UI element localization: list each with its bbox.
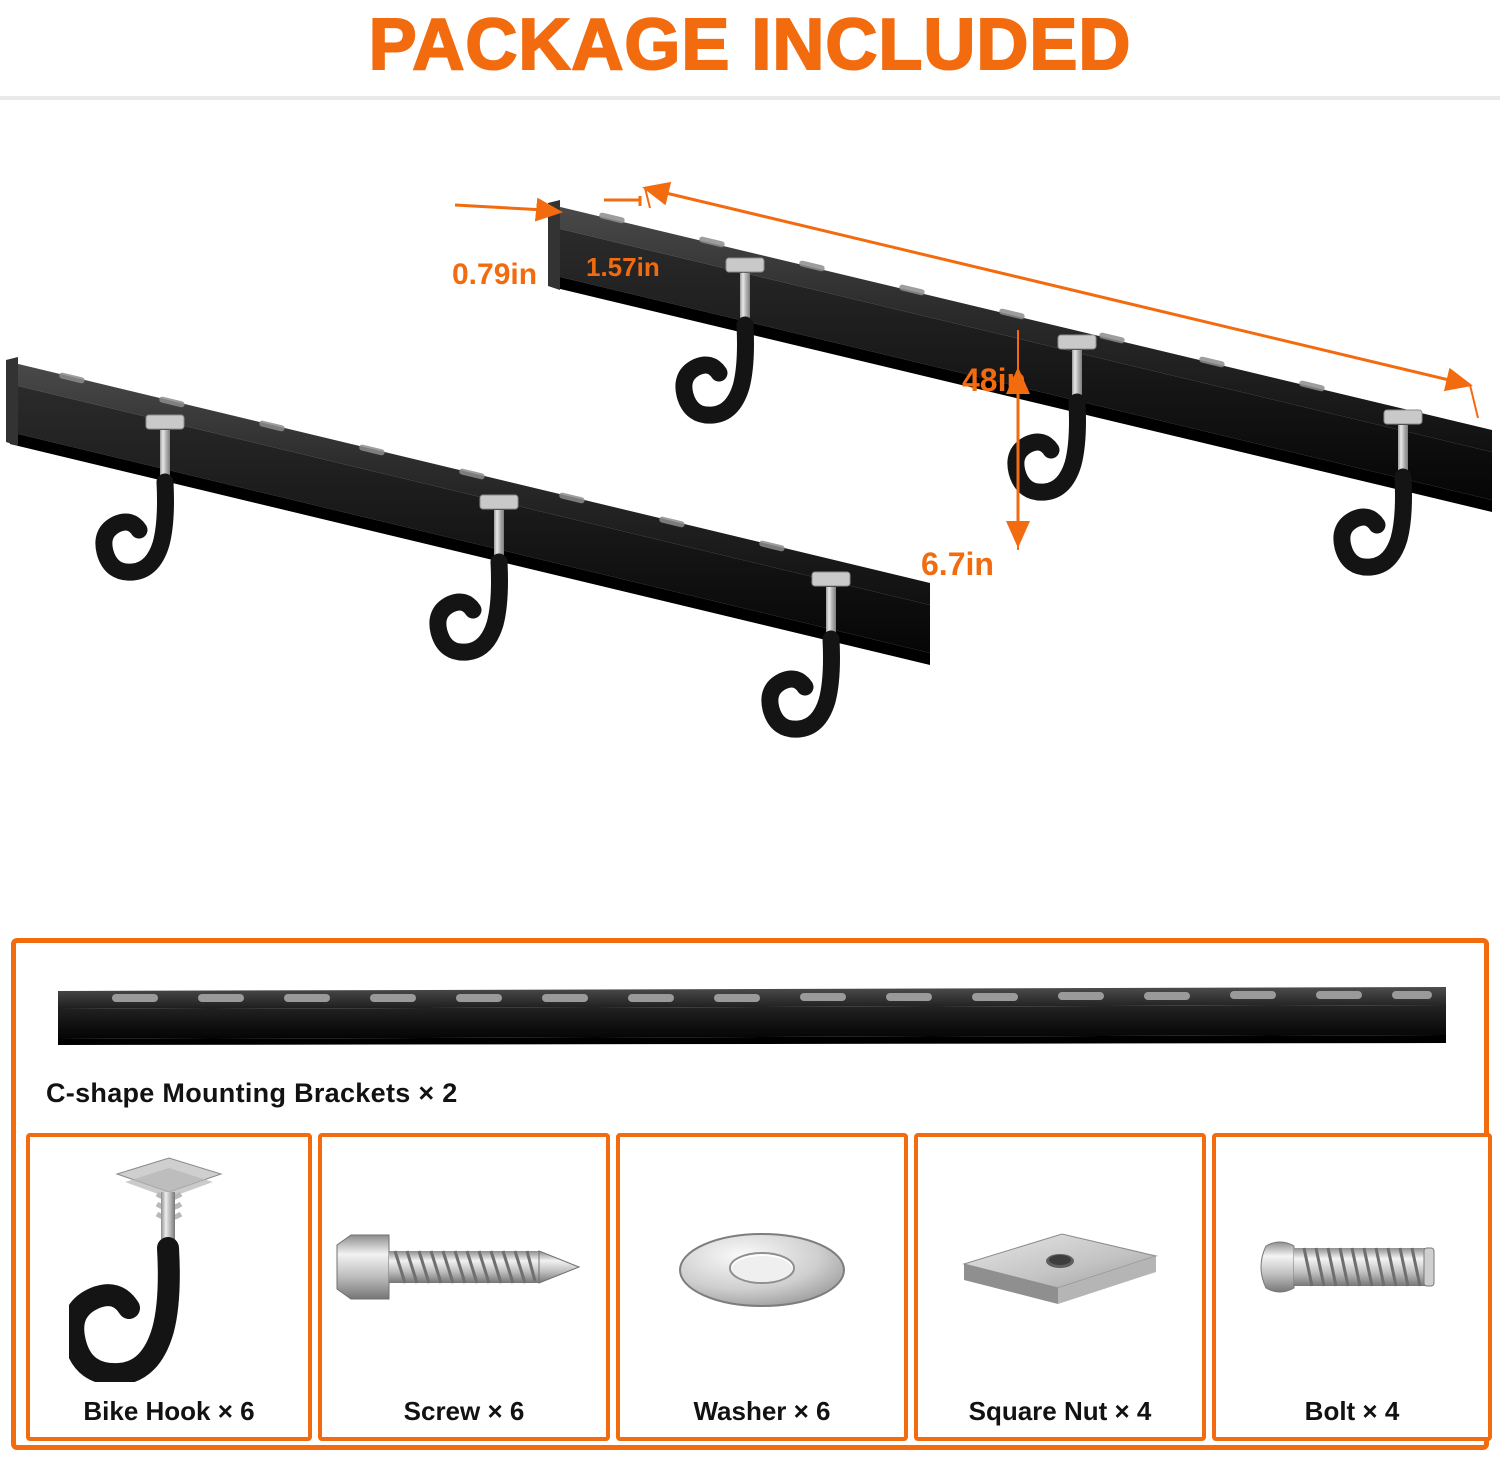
page-title: PACKAGE INCLUDED bbox=[368, 5, 1132, 85]
package-item-bolt bbox=[1212, 1133, 1492, 1441]
washer-label: Washer × 6 bbox=[693, 1396, 831, 1426]
dimension-label-width: 1.57in bbox=[586, 252, 660, 282]
package-item-square-nut bbox=[914, 1133, 1206, 1441]
screw-icon bbox=[322, 1137, 606, 1396]
product-illustration bbox=[0, 100, 1500, 910]
bolt-label: Bolt × 4 bbox=[1304, 1396, 1400, 1426]
package-item-bike-hook bbox=[26, 1133, 312, 1441]
dimension-label-drop: 6.7in bbox=[921, 546, 994, 582]
washer-icon bbox=[620, 1137, 904, 1396]
package-contents-panel bbox=[11, 938, 1489, 1450]
bike-hook-icon bbox=[30, 1137, 308, 1396]
dimension-label-depth: 0.79in bbox=[452, 258, 538, 291]
rail-front bbox=[6, 357, 930, 665]
screw-label: Screw × 6 bbox=[403, 1396, 525, 1426]
square-nut-label: Square Nut × 4 bbox=[968, 1396, 1152, 1426]
bolt-icon bbox=[1216, 1137, 1488, 1396]
square-nut-icon bbox=[918, 1137, 1202, 1396]
parts-row bbox=[26, 1133, 1484, 1441]
bracket-label: C-shape Mounting Brackets × 2 bbox=[46, 1078, 458, 1108]
c-shape-bracket-icon bbox=[52, 985, 1452, 1047]
package-item-washer bbox=[616, 1133, 908, 1441]
package-item-bracket bbox=[16, 943, 1484, 1133]
header-banner bbox=[0, 0, 1500, 100]
dimension-label-length: 48in bbox=[962, 362, 1027, 398]
bike-hook-label: Bike Hook × 6 bbox=[83, 1396, 255, 1426]
package-item-screw bbox=[318, 1133, 610, 1441]
